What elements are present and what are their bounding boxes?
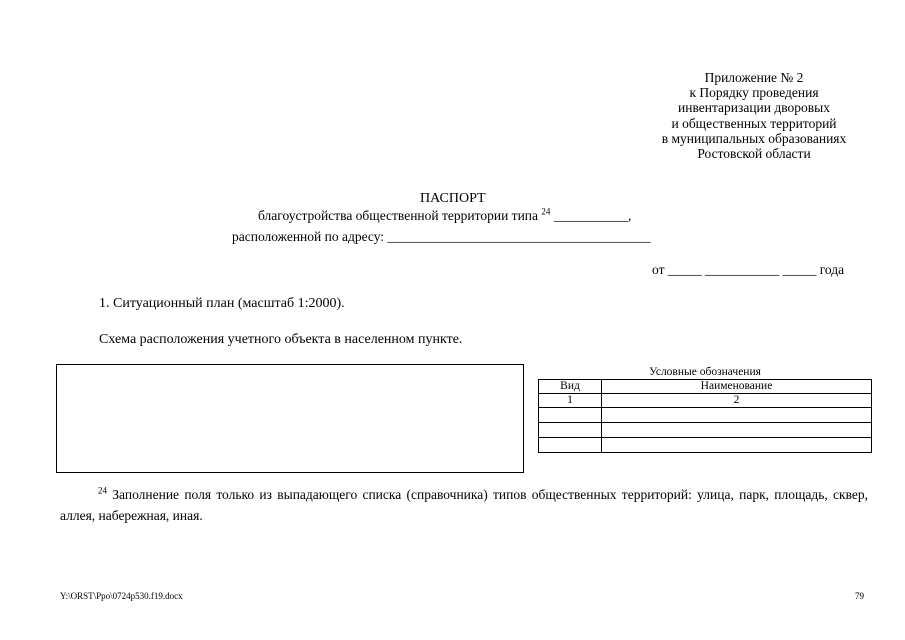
date-suffix: года [819,262,845,277]
legend-empty-row [539,438,872,453]
section-situational-plan: 1. Ситуационный план (масштаб 1:2000). [99,296,345,311]
territory-type-line [258,208,631,224]
address-text: расположенной по адресу: [232,229,385,244]
legend-empty-cell [539,438,602,453]
footnote-text: Заполнение поля только из выпадающего списка (справочника) типов общественных территорий: улица, парк, площадь, сквер, аллея, набережная, иная. [60,487,869,523]
document-title: ПАСПОРТ [420,191,486,206]
date-year-blank: _____ [782,262,817,277]
appendix-line: Приложение № 2 [704,70,804,85]
scheme-caption: Схема расположения учетного объекта в населенном пункте. [99,332,463,347]
legend-header-kind: Вид [539,380,602,394]
territory-type-text: благоустройства общественной территории типа [258,208,539,223]
footer-file-path: Y:\ORST\Ppo\0724p530.f19.docx [60,591,183,601]
footnote-number: 24 [98,485,107,496]
legend-empty-row [539,423,872,438]
appendix-header [650,70,858,161]
appendix-line: в муниципальных образованиях [661,130,847,146]
legend-number-row [539,394,872,408]
footnote-ref: 24 [541,206,551,217]
legend-empty-cell [539,408,602,423]
date-line [652,262,844,278]
legend-empty-cell [602,438,872,453]
legend-header-row [539,380,872,394]
appendix-line: Ростовской области [697,146,811,162]
footnote [60,484,868,526]
date-prefix: от [652,262,665,277]
address-line [232,229,651,245]
legend-title: Условные обозначения [649,366,761,378]
legend-header-name: Наименование [602,380,872,394]
situational-plan-box [56,364,524,473]
date-day-blank: _____ [667,262,702,277]
territory-type-blank: ___________, [553,208,632,223]
legend-number-kind: 1 [539,394,602,408]
appendix-line: и общественных территорий [671,115,837,131]
appendix-line: к Порядку проведения [689,85,819,101]
legend-empty-row [539,408,872,423]
date-month-blank: ___________ [704,262,780,277]
legend-empty-cell [602,408,872,423]
address-blank: _______________________________________ [387,229,651,244]
legend-number-name: 2 [602,394,872,408]
legend-empty-cell [602,423,872,438]
legend-table [538,379,872,453]
legend-empty-cell [539,423,602,438]
footer-page-number: 79 [855,591,864,601]
appendix-line: инвентаризации дворовых [678,100,830,116]
